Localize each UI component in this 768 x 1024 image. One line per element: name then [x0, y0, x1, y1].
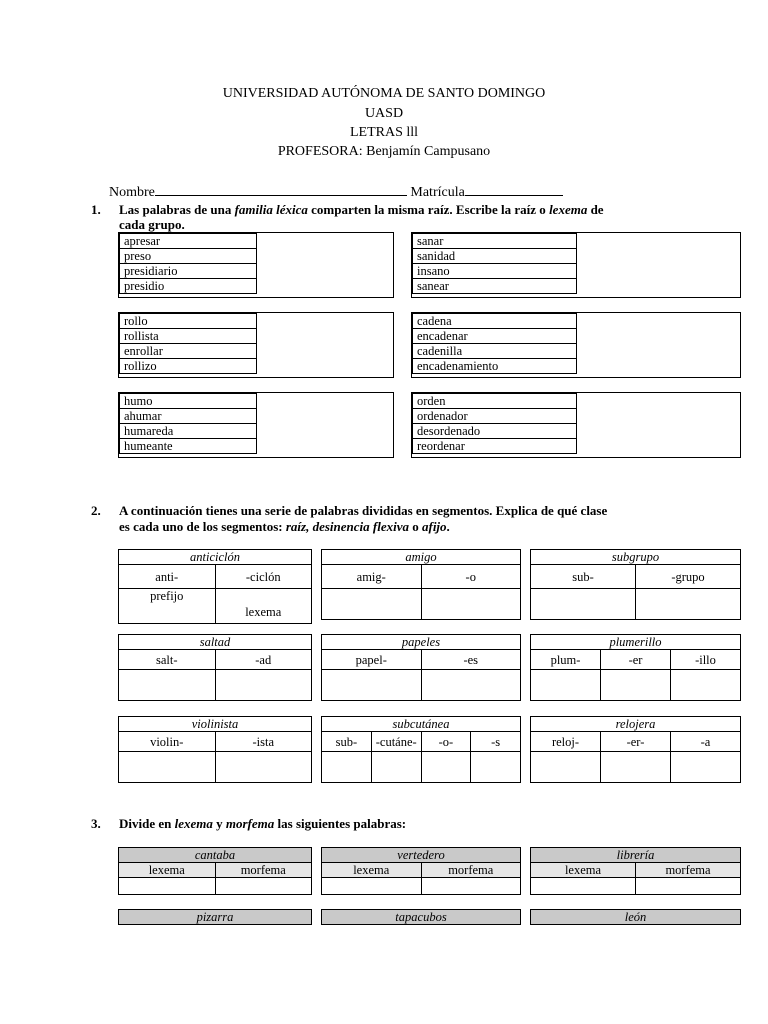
segment-cell: reloj- [531, 732, 601, 752]
column-header-lexema: lexema [119, 863, 216, 878]
q1-word-list [412, 313, 577, 374]
answer-cell[interactable] [215, 670, 312, 701]
list-item: sanar [413, 234, 577, 249]
answer-cell[interactable] [119, 878, 216, 895]
answer-cell[interactable] [119, 670, 216, 701]
list-item: encadenamiento [413, 359, 577, 374]
segment-cell: violin- [119, 732, 216, 752]
q1-group-box [118, 392, 394, 458]
segment-cell: amig- [322, 565, 422, 589]
list-item: ordenador [413, 409, 577, 424]
answer-cell[interactable] [601, 670, 671, 701]
segment-cell: -er [601, 650, 671, 670]
word-header: león [531, 910, 741, 925]
word-header: subgrupo [531, 550, 741, 565]
answer-cell[interactable] [322, 752, 372, 783]
list-item: desordenado [413, 424, 577, 439]
segment-cell: anti- [119, 565, 216, 589]
answer-cell[interactable] [531, 670, 601, 701]
lexema-table-cantaba [118, 847, 312, 895]
list-item: preso [120, 249, 257, 264]
list-item: sanidad [413, 249, 577, 264]
university-acronym: UASD [364, 106, 404, 121]
segment-cell: -o [421, 565, 521, 589]
q1-word-list [412, 393, 577, 454]
answer-cell[interactable]: lexema [215, 589, 312, 624]
segment-cell: -s [471, 732, 521, 752]
answer-cell[interactable] [671, 670, 741, 701]
segment-cell: -a [671, 732, 741, 752]
lexema-table-leon [530, 909, 741, 925]
word-header: librería [531, 848, 741, 863]
answer-cell[interactable] [322, 589, 422, 620]
segment-cell: -ista [215, 732, 312, 752]
answer-cell[interactable] [531, 878, 636, 895]
list-item: presidiario [120, 264, 257, 279]
segment-table-violinista [118, 716, 312, 783]
answer-cell[interactable] [531, 589, 636, 620]
segment-cell: sub- [322, 732, 372, 752]
column-header-morfema: morfema [215, 863, 312, 878]
list-item: rollizo [120, 359, 257, 374]
list-item: humeante [120, 439, 257, 454]
id-field[interactable] [465, 183, 563, 196]
answer-cell[interactable] [421, 752, 471, 783]
segment-table-amigo [321, 549, 521, 620]
segment-table-saltad [118, 634, 312, 701]
q2-number: 2. [91, 503, 101, 518]
q1-number: 1. [91, 202, 101, 217]
answer-cell[interactable] [636, 589, 741, 620]
university-title: UNIVERSIDAD AUTÓNOMA DE SANTO DOMINGO [222, 86, 546, 101]
segment-cell: -es [421, 650, 521, 670]
id-label: Matrícula [410, 185, 465, 200]
q1-group-box [118, 312, 394, 378]
course-title: LETRAS lll [349, 125, 419, 140]
answer-cell[interactable]: prefijo [119, 589, 216, 624]
segment-table-papeles [321, 634, 521, 701]
segment-cell: salt- [119, 650, 216, 670]
segment-table-subcutanea [321, 716, 521, 783]
q2-instruction: A continuación tienes una serie de palabras divididas en segmentos. Explica de qué clase es cada uno de los segmentos: raíz, desinencia flexiva o afijo. [119, 503, 608, 534]
list-item: apresar [120, 234, 257, 249]
answer-cell[interactable] [531, 752, 601, 783]
word-header: tapacubos [322, 910, 521, 925]
list-item: insano [413, 264, 577, 279]
list-item: encadenar [413, 329, 577, 344]
q1-group-box [411, 392, 741, 458]
segment-table-subgrupo [530, 549, 741, 620]
segment-table-anticiclon [118, 549, 312, 624]
list-item: reordenar [413, 439, 577, 454]
word-header: papeles [322, 635, 521, 650]
word-header: cantaba [119, 848, 312, 863]
segment-cell: -o- [421, 732, 471, 752]
segment-table-relojera [530, 716, 741, 783]
list-item: cadena [413, 314, 577, 329]
answer-cell[interactable] [671, 752, 741, 783]
q1-word-list [412, 233, 577, 294]
word-header: anticiclón [119, 550, 312, 565]
list-item: rollista [120, 329, 257, 344]
answer-cell[interactable] [421, 878, 521, 895]
word-header: amigo [322, 550, 521, 565]
answer-cell[interactable] [471, 752, 521, 783]
list-item: humo [120, 394, 257, 409]
professor-line: PROFESORA: Benjamín Campusano [277, 144, 491, 159]
q1-group-box [118, 232, 394, 298]
column-header-lexema: lexema [531, 863, 636, 878]
lexema-table-tapacubos [321, 909, 521, 925]
list-item: ahumar [120, 409, 257, 424]
q3-number: 3. [91, 816, 101, 831]
lexema-table-vertedero [321, 847, 521, 895]
answer-cell[interactable] [215, 878, 312, 895]
answer-cell[interactable] [601, 752, 671, 783]
q1-word-list [119, 233, 257, 294]
lexema-table-pizarra [118, 909, 312, 925]
segment-table-plumerillo [530, 634, 741, 701]
q1-group-box [411, 232, 741, 298]
word-header: plumerillo [531, 635, 741, 650]
list-item: orden [413, 394, 577, 409]
list-item: presidio [120, 279, 257, 294]
word-header: pizarra [119, 910, 312, 925]
list-item: humareda [120, 424, 257, 439]
q1-word-list [119, 313, 257, 374]
segment-cell: -ciclón [215, 565, 312, 589]
list-item: sanear [413, 279, 577, 294]
segment-cell: -ad [215, 650, 312, 670]
segment-cell: -er- [601, 732, 671, 752]
q1-word-list [119, 393, 257, 454]
answer-cell[interactable] [421, 589, 521, 620]
list-item: cadenilla [413, 344, 577, 359]
answer-cell[interactable] [371, 752, 421, 783]
answer-cell[interactable] [636, 878, 741, 895]
column-header-morfema: morfema [636, 863, 741, 878]
name-id-row [109, 183, 563, 201]
segment-cell: plum- [531, 650, 601, 670]
answer-cell[interactable] [322, 878, 422, 895]
lexema-table-libreria [530, 847, 741, 895]
name-label: Nombre [109, 185, 155, 200]
list-item: enrollar [120, 344, 257, 359]
segment-cell: -cutáne- [371, 732, 421, 752]
answer-cell[interactable] [215, 752, 312, 783]
segment-cell: -grupo [636, 565, 741, 589]
segment-cell: sub- [531, 565, 636, 589]
list-item: rollo [120, 314, 257, 329]
word-header: violinista [119, 717, 312, 732]
column-header-lexema: lexema [322, 863, 422, 878]
answer-cell[interactable] [322, 670, 422, 701]
name-field[interactable] [155, 183, 407, 196]
segment-cell: -illo [671, 650, 741, 670]
column-header-morfema: morfema [421, 863, 521, 878]
q3-instruction: Divide en lexema y morfema las siguientes palabras: [119, 816, 407, 831]
word-header: subcutánea [322, 717, 521, 732]
segment-cell: papel- [322, 650, 422, 670]
answer-cell[interactable] [421, 670, 521, 701]
answer-cell[interactable] [119, 752, 216, 783]
word-header: vertedero [322, 848, 521, 863]
word-header: saltad [119, 635, 312, 650]
q1-instruction: Las palabras de una familia léxica comparten la misma raíz. Escribe la raíz o lexema de cada grupo. [119, 202, 604, 232]
word-header: relojera [531, 717, 741, 732]
q1-group-box [411, 312, 741, 378]
